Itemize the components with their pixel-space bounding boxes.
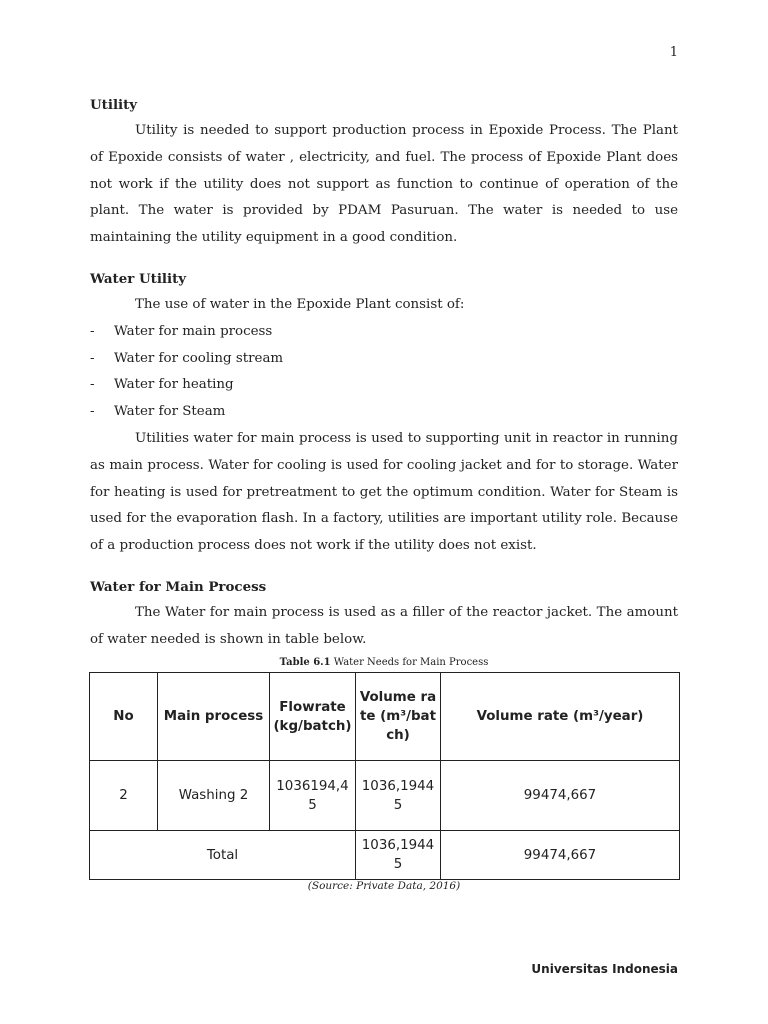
header-cell: Main process <box>158 673 270 761</box>
main-process-heading: Water for Main Process <box>90 578 267 595</box>
total-volume-year: 99474,667 <box>441 831 680 880</box>
main-process-paragraph: The Water for main process is used as a filler of the reactor jacket. The amount of water needed is shown in table below. <box>90 604 678 647</box>
water-utility-intro: The use of water in the Epoxide Plant consist of: <box>135 296 465 312</box>
header-cell: No <box>90 673 158 761</box>
total-volume-batch: 1036,19445 <box>356 831 441 880</box>
cell-volume-batch: 1036,19445 <box>356 761 441 831</box>
cell-volume-year: 99474,667 <box>441 761 680 831</box>
list-item: - Water for main process <box>90 323 273 339</box>
list-item: - Water for cooling stream <box>90 350 284 366</box>
cell-process: Washing 2 <box>158 761 270 831</box>
table-caption: Table 6.1 Water Needs for Main Process <box>279 657 489 668</box>
cell-flowrate: 1036194,45 <box>270 761 356 831</box>
page-number: 1 <box>669 45 678 60</box>
water-use-list <box>90 319 678 426</box>
cell-no: 2 <box>90 761 158 831</box>
document-body <box>90 92 678 654</box>
list-item: - Water for Steam <box>90 404 226 420</box>
header-cell: Volume rate (m³/year) <box>441 673 680 761</box>
water-utility-heading: Water Utility <box>90 270 187 287</box>
header-cell: Flowrate (kg/batch) <box>270 673 356 761</box>
utility-paragraph: Utility is needed to support production process in Epoxide Process. The Plant of Epoxide consists of water , electricity, and fuel. The process of Epoxide Plant does not work if the utility does not support as function to continue of operation of the plant. The water is provided by PDAM Pasuruan. The water is needed to use maintaining the utility equipment in a good condition. <box>90 123 678 246</box>
water-needs-table <box>89 672 680 880</box>
list-item: - Water for heating <box>90 377 234 393</box>
table-row <box>90 761 680 831</box>
table-source: (Source: Private Data, 2016) <box>307 880 461 892</box>
header-cell: Volume rate (m³/batch) <box>356 673 441 761</box>
table-header-row <box>90 673 680 761</box>
total-label: Total <box>90 831 356 880</box>
footer-institution: Universitas Indonesia <box>531 962 678 976</box>
water-utility-paragraph: Utilities water for main process is used to supporting unit in reactor in running as main process. Water for cooling is used for cooling jacket and for to storage. Water for heating is used for pretreatment to get the optimum condition. Water for Steam is used for the evaporation flash. In a factory, utilities are important utility role. Because of a production process does not work if the utility does not exist. <box>90 430 678 554</box>
utility-heading: Utility <box>90 97 138 113</box>
table-total-row <box>90 831 680 880</box>
